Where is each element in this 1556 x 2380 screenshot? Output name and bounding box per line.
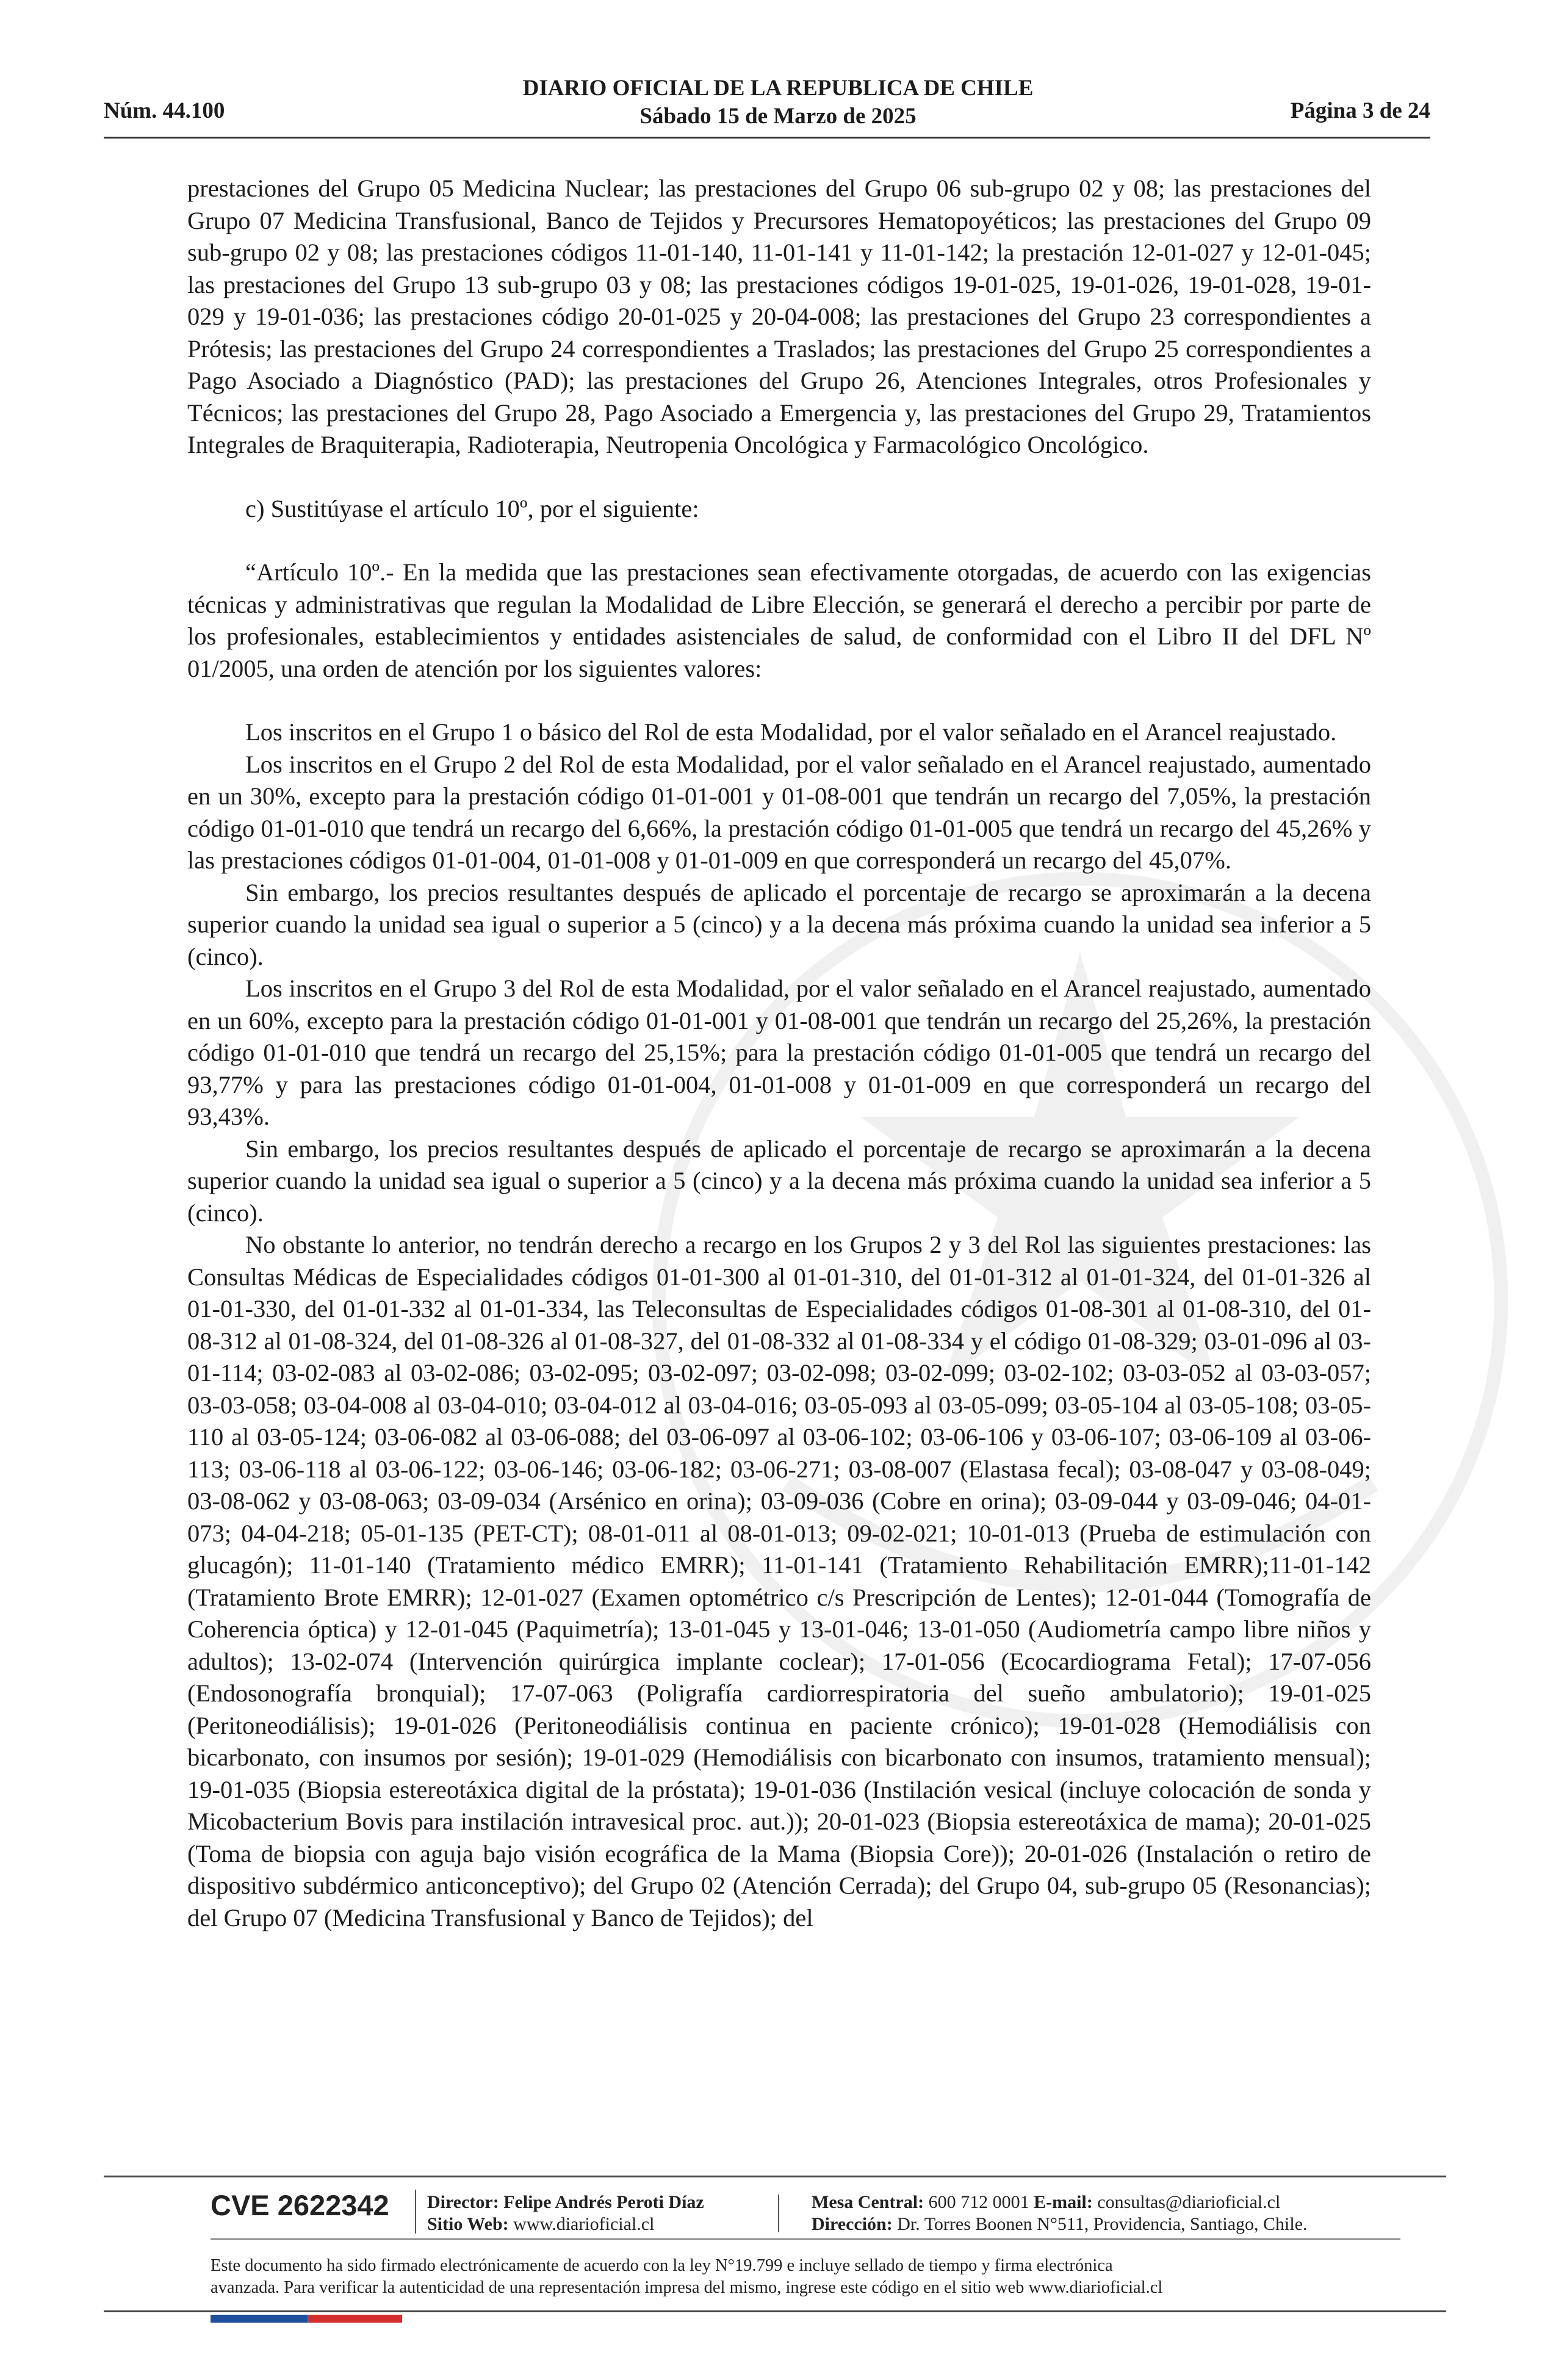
header-divider <box>104 137 1430 139</box>
paragraph: Los inscritos en el Grupo 1 o básico del Rol de esta Modalidad, por el valor señalado en el Arancel reajustado. <box>245 718 1337 746</box>
newspaper-title: DIARIO OFICIAL DE LA REPUBLICA DE CHILE <box>522 76 1034 101</box>
cve-code: CVE 2622342 <box>211 2189 389 2221</box>
paragraph: Los inscritos en el Grupo 2 del Rol de esta Modalidad, por el valor señalado en el Arancel reajustado, aumentado en un 30%, excepto para la prestación código 01-01-001 y 01-08-001 que tendrán un recargo del 7,05%, la prestación código 01-01-010 que tendrá un recargo del 6,66%, la prestación código 01-01-005 que tendrá un recargo del 45,26% y las prestaciones códigos 01-01-004, 01-01-008 y 01-01-009 en que corresponderá un recargo del 45,07%. <box>187 750 1371 874</box>
director-info <box>427 2191 704 2235</box>
legal-notice <box>211 2255 1407 2299</box>
paragraph: No obstante lo anterior, no tendrán derecho a recargo en los Grupos 2 y 3 del Rol las siguientes prestaciones: las Consultas Médicas de Especialidades códigos 01-01-300 al 01-01-310, del 01-01-312 al 01-01-324, del 01-01-326 al 01-01-330, del 01-01-332 al 01-01-334, las Teleconsultas de Especialidades códigos 01-08-301 al 01-08-310, del 01-08-312 al 01-08-324, del 01-08-326 al 01-08-327, del 01-08-332 al 01-08-334 y el código 01-08-329; 03-01-096 al 03-01-114; 03-02-083 al 03-02-086; 03-02-095; 03-02-097; 03-02-098; 03-02-099; 03-02-102; 03-03-052 al 03-03-057; 03-03-058; 03-04-008 al 03-04-010; 03-04-012 al 03-04-016; 03-05-093 al 03-05-099; 03-05-104 al 03-05-108; 03-05-110 al 03-05-124; 03-06-082 al 03-06-088; del 03-06-097 al 03-06-102; 03-06-106 y 03-06-107; 03-06-109 al 03-06-113; 03-06-118 al 03-06-122; 03-06-146; 03-06-182; 03-06-271; 03-08-007 (Elastasa fecal); 03-08-047 y 03-08-049; 03-08-062 y 03-08-063; 03-09-034 (Arsénico en orina); 03-09-036 (Cobre en orina); 03-09-044 y 03-09-046; 04-01-073; 04-04-218; 05-01-135 (PET-CT); 08-01-011 al 08-01-013; 09-02-021; 10-01-013 (Prueba de estimulación con glucagón); 11-01-140 (Tratamiento médico EMRR); 11-01-141 (Tratamiento Rehabilitación EMRR);11-01-142 (Tratamiento Brote EMRR); 12-01-027 (Examen optométrico c/s Prescripción de Lentes); 12-01-044 (Tomografía de Coherencia óptica) y 12-01-045 (Paquimetría); 13-01-045 y 13-01-046; 13-01-050 (Audiometría campo libre niños y adultos); 13-02-074 (Intervención quirúrgica implante coclear); 17-01-056 (Ecocardiograma Fetal); 17-07-056 (Endosonografía bronquial); 17-07-063 (Poligrafía cardiorrespiratoria del sueño ambulatorio); 19-01-025 (Peritoneodiálisis); 19-01-026 (Peritoneodiálisis continua en paciente crónico); 19-01-028 (Hemodiálisis con bicarbonato, con insumos por sesión); 19-01-029 (Hemodiálisis con bicarbonato con insumos, tratamiento mensual); 19-01-035 (Biopsia estereotáxica digital de la próstata); 19-01-036 (Instilación vesical (incluye colocación de sonda y Micobacterium Bovis para instilación intravesical proc. aut.)); 20-01-023 (Biopsia estereotáxica de mama); 20-01-025 (Toma de biopsia con aguja bajo visión ecográfica de la Mama (Biopsia Core)); 20-01-026 (Instalación o retiro de dispositivo subdérmico anticonceptivo); del Grupo 02 (Atención Cerrada); del Grupo 04, sub-grupo 05 (Resonancias); del Grupo 07 (Medicina Transfusional y Banco de Tejidos); del <box>187 1231 1371 1931</box>
paragraph: Sin embargo, los precios resultantes después de aplicado el porcentaje de recargo se aproximarán a la decena superior cuando la unidad sea igual o superior a 5 (cinco) y a la decena más próxima cuando la unidad sea inferior a 5 (cinco). <box>187 1134 1371 1227</box>
paragraph: Sin embargo, los precios resultantes después de aplicado el porcentaje de recargo se aproximarán a la decena superior cuando la unidad sea igual o superior a 5 (cinco) y a la decena más próxima cuando la unidad sea inferior a 5 (cinco). <box>187 878 1371 970</box>
footer-separator <box>778 2194 779 2232</box>
footer-inner-divider <box>211 2238 1400 2240</box>
address-line <box>812 2213 1308 2235</box>
paragraph: c) Sustitúyase el artículo 10º, por el siguiente: <box>245 494 699 522</box>
mesa-label: Mesa Central: <box>812 2192 924 2212</box>
legal-line: avanzada. Para verificar la autenticidad de una representación impresa del mismo, ingrese este código en el sitio web www.diarioficial.cl <box>211 2278 1163 2297</box>
website-link[interactable]: www.diarioficial.cl <box>513 2214 655 2234</box>
issue-number: Núm. 44.100 <box>104 98 225 123</box>
email-link[interactable]: consultas@diarioficial.cl <box>1097 2192 1281 2212</box>
paragraph: prestaciones del Grupo 05 Medicina Nuclear; las prestaciones del Grupo 06 sub-grupo 02 y 08; las prestaciones del Grupo 07 Medicina Transfusional, Banco de Tejidos y Precursores Hematopoyéticos; las prestaciones del Grupo 09 sub-grupo 02 y 08; las prestaciones códigos 11-01-140, 11-01-141 y 11-01-142; la prestación 12-01-027 y 12-01-045; las prestaciones del Grupo 13 sub-grupo 03 y 08; las prestaciones códigos 19-01-025, 19-01-026, 19-01-028, 19-01-029 y 19-01-036; las prestaciones código 20-01-025 y 20-04-008; las prestaciones del Grupo 23 correspondientes a Prótesis; las prestaciones del Grupo 24 correspondientes a Traslados; las prestaciones del Grupo 25 correspondientes a Pago Asociado a Diagnóstico (PAD); las prestaciones del Grupo 26, Atenciones Integrales, otros Profesionales y Técnicos; las prestaciones del Grupo 28, Pago Asociado a Emergencia y, las prestaciones del Grupo 29, Tratamientos Integrales de Braquiterapia, Radioterapia, Neutropenia Oncológica y Farmacológico Oncológico. <box>187 175 1371 458</box>
masthead <box>473 74 1083 131</box>
legal-line: Este documento ha sido firmado electrónicamente de acuerdo con la ley N°19.799 e incluye sellado de tiempo y firma electrónica <box>211 2256 1113 2275</box>
address-label: Dirección: <box>812 2214 893 2234</box>
phone-number: 600 712 0001 <box>928 2192 1029 2212</box>
page-number: Página 3 de 24 <box>1290 98 1430 123</box>
website-label: Sitio Web: <box>427 2214 509 2234</box>
contact-info <box>812 2191 1308 2235</box>
flag-red-stripe <box>307 2315 402 2323</box>
email-label: E-mail: <box>1034 2192 1093 2212</box>
paragraph: Los inscritos en el Grupo 3 del Rol de esta Modalidad, por el valor señalado en el Arancel reajustado, aumentado en un 60%, excepto para la prestación código 01-01-001 y 01-08-001 que tendrán un recargo del 25,26%, la prestación código 01-01-010 que tendrá un recargo del 25,15%; para la prestación código 01-01-005 que tendrá un recargo del 93,77% y para las prestaciones código 01-01-004, 01-01-008 y 01-01-009 en que corresponderá un recargo del 93,43%. <box>187 975 1371 1130</box>
director-name: Director: Felipe Andrés Peroti Díaz <box>427 2192 704 2212</box>
website-line <box>427 2213 704 2235</box>
address-value: Dr. Torres Boonen N°511, Providencia, Santiago, Chile. <box>897 2214 1308 2234</box>
paragraph: “Artículo 10º.- En la medida que las prestaciones sean efectivamente otorgadas, de acuerdo con las exigencias técnicas y administrativas que regulan la Modalidad de Libre Elección, se generará el derecho a percibir por parte de los profesionales, establecimientos y entidades asistenciales de salud, de conformidad con el Libro II del DFL Nº 01/2005, una orden de atención por los siguientes valores: <box>187 558 1371 682</box>
document-body <box>187 173 1371 1934</box>
footer-bottom-divider <box>104 2310 1446 2312</box>
phone-email-line <box>812 2191 1308 2213</box>
issue-date: Sábado 15 de Marzo de 2025 <box>639 104 917 129</box>
flag-blue-stripe <box>211 2315 307 2323</box>
footer-separator <box>415 2190 416 2234</box>
footer-divider <box>104 2176 1446 2177</box>
